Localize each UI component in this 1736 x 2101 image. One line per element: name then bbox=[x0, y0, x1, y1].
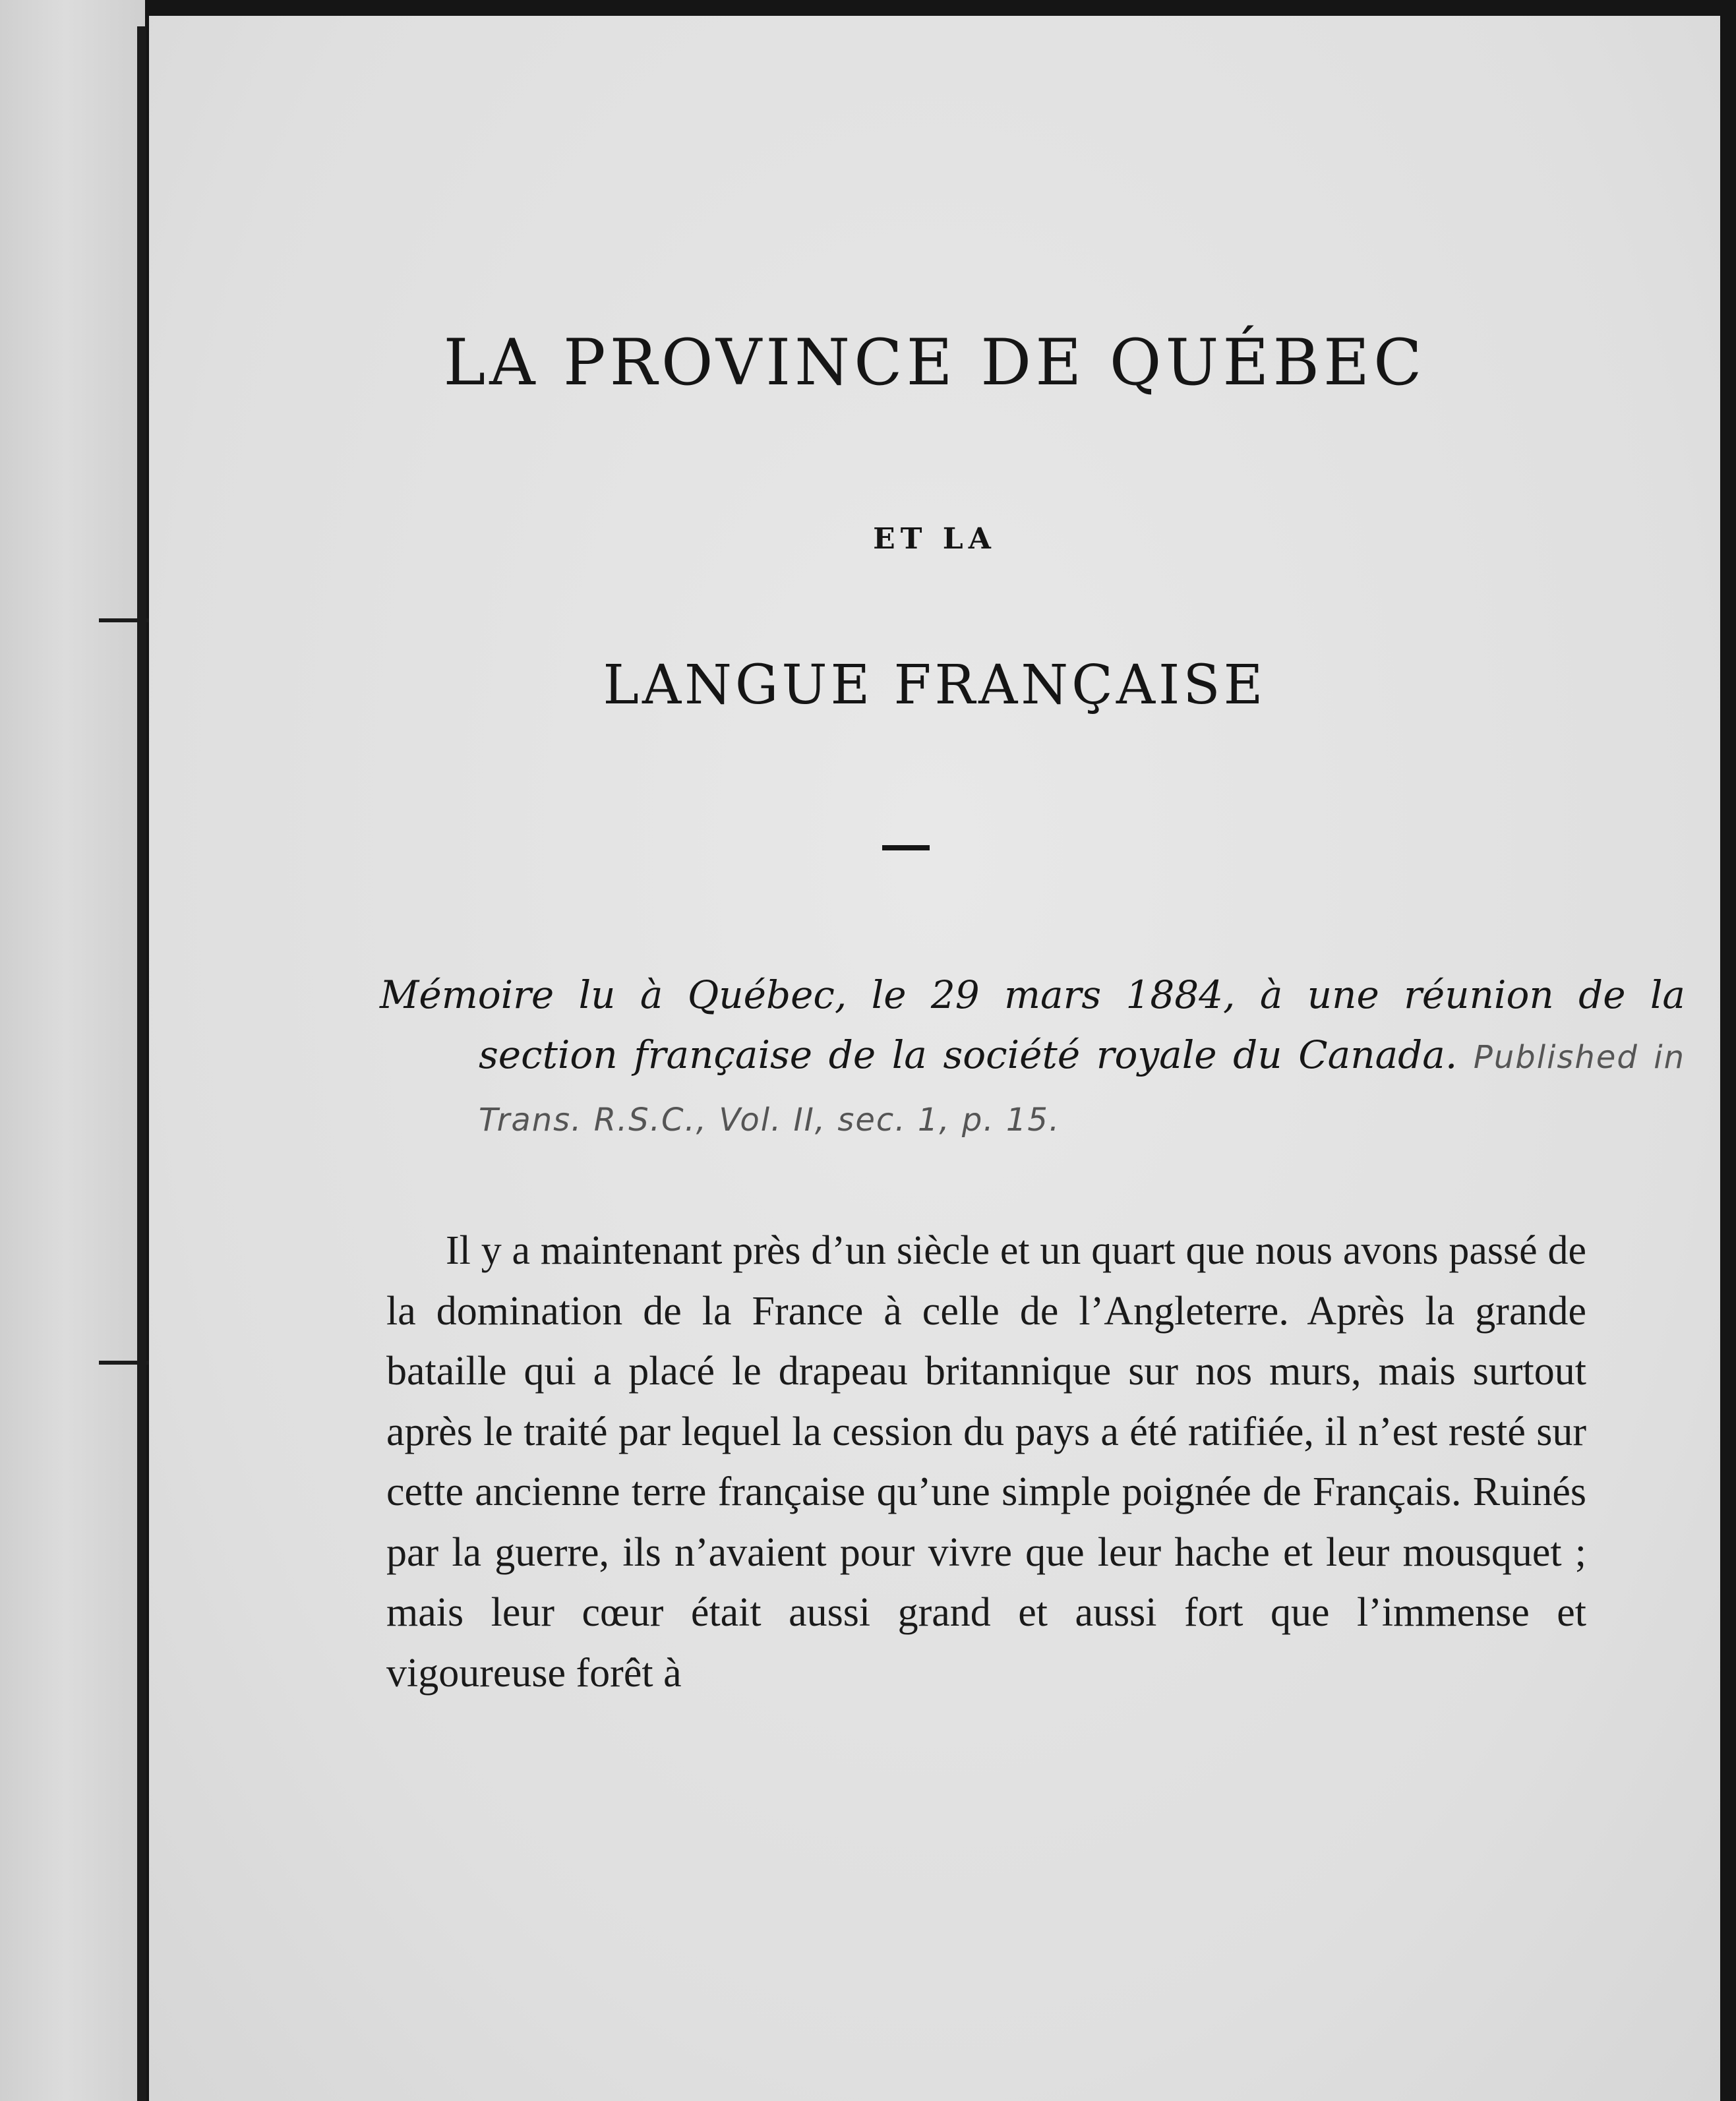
page-gutter bbox=[137, 26, 146, 2101]
title-main: LA PROVINCE DE QUÉBEC bbox=[443, 326, 1426, 399]
facing-page-margin bbox=[0, 0, 145, 2101]
section-divider bbox=[882, 845, 930, 850]
body-paragraph: Il y a maintenant près d’un siècle et un quart que nous avons passé de la domination de la France à celle de l’Angleterre. Après la grande bataille qui a placé le drapeau britannique sur nos murs, mais surtout après le traité par lequel la cession du pays a été ratifiée, il n’est resté sur cette ancienne terre française qu’une simple poignée de Français. Ruinés par la guerre, ils n’avaient pour vivre que leur hache et leur mousquet ; mais leur cœur était aussi grand et aussi fort que l’immense et vigoureuse forêt à bbox=[386, 1228, 1586, 1696]
title-subtitle: LANGUE FRANÇAISE bbox=[603, 654, 1267, 717]
handwritten-note: Published in Trans. R.S.C., Vol. II, sec. 1, p. 15. bbox=[479, 1039, 1685, 1139]
document-page bbox=[149, 16, 1720, 2101]
memoire-caption bbox=[380, 965, 1685, 1150]
title-conjunction: ET LA bbox=[873, 522, 996, 556]
memoire-text: Mémoire lu à Québec, le 29 mars 1884, à une réunion de la section française de la société royale du Canada. bbox=[380, 972, 1685, 1077]
